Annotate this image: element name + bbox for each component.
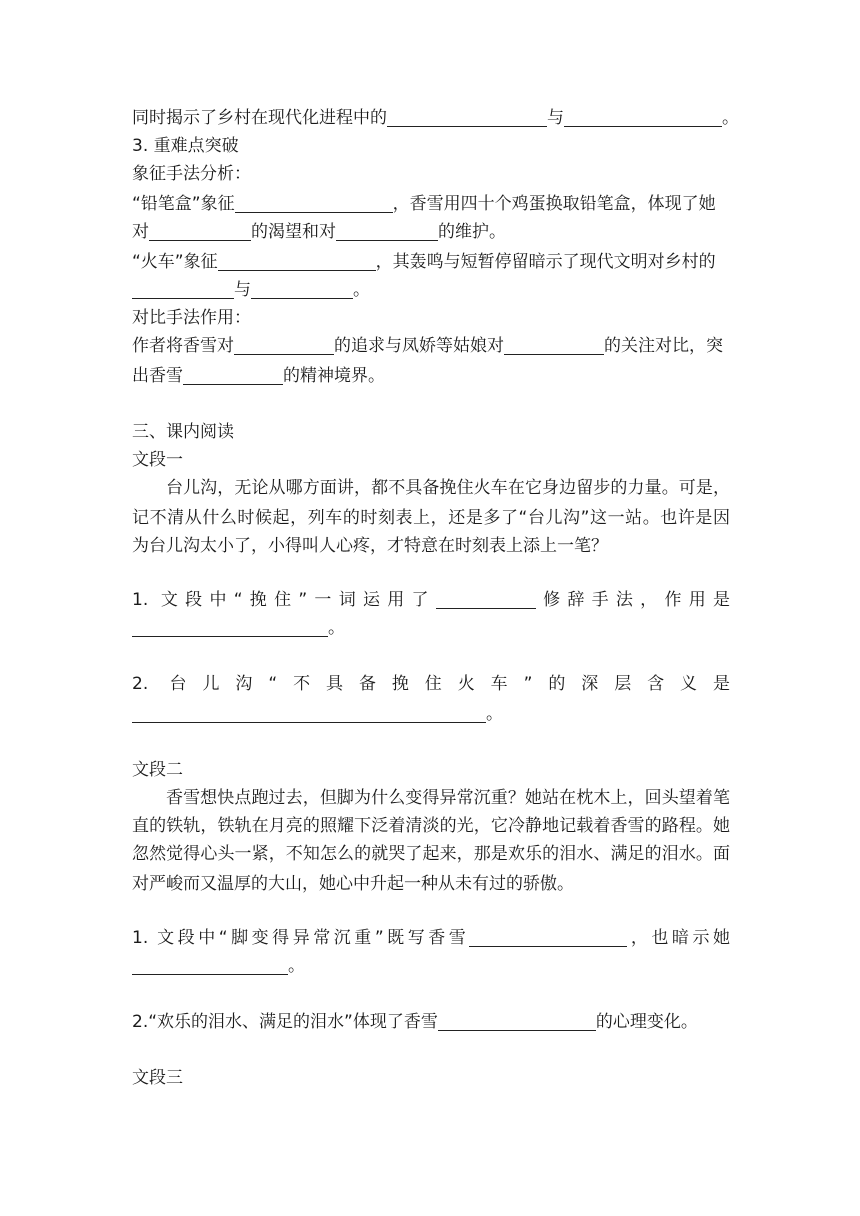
question-2: 2. 台儿沟“不具备挽住火车”的深层含义是	[132, 674, 730, 694]
text-line: 同时揭示了乡村在现代化进程中的 与 。	[132, 108, 739, 128]
text-line: 出香雪 的精神境界。	[132, 366, 385, 386]
fill-blank[interactable]	[251, 279, 353, 299]
fill-blank[interactable]	[387, 107, 547, 127]
text-line: 作者将香雪对 的追求与凤娇等姑娘对 的关注对比，突	[132, 336, 723, 356]
passage-text: 台儿沟，无论从哪方面讲，都不具备挽住火车在它身边留步的力量。可是，	[166, 478, 730, 498]
passage-text: 为台儿沟太小了，小得叫人心疼，才特意在时刻表上添上一笔？	[132, 536, 608, 556]
text-line: “铅笔盒”象征 ，香雪用四十个鸡蛋换取铅笔盒，体现了她	[132, 194, 716, 214]
fill-blank[interactable]	[436, 589, 536, 609]
passage-title: 文段二	[132, 760, 183, 780]
fill-blank[interactable]	[469, 927, 627, 947]
passage-text: 对严峻而又温厚的大山，她心中升起一种从未有过的骄傲。	[132, 874, 574, 894]
fill-blank[interactable]	[235, 193, 393, 213]
passage-title: 文段三	[132, 1068, 183, 1088]
fill-blank[interactable]	[564, 107, 722, 127]
subsection-title: 象征手法分析：	[132, 164, 251, 184]
fill-blank[interactable]	[218, 251, 376, 271]
fill-blank[interactable]	[183, 365, 283, 385]
fill-blank[interactable]	[438, 1011, 596, 1031]
fill-blank[interactable]	[336, 221, 438, 241]
question-1-cont: 。	[132, 616, 730, 640]
passage-text: 记不清从什么时候起，列车的时刻表上，还是多了“台儿沟”这一站。也许是因	[132, 508, 730, 528]
text-line: 对 的渴望和对 的维护。	[132, 222, 506, 242]
question-1: 1. 文段中“挽住”一词运用了 修辞手法，作用是	[132, 590, 730, 610]
fill-blank[interactable]	[132, 279, 234, 299]
passage-text: 忽然觉得心头一紧，不知怎么的就哭了起来，那是欢乐的泪水、满足的泪水。面	[132, 844, 730, 864]
question-1-cont: 。	[132, 954, 730, 978]
section-heading: 3. 重难点突破	[132, 136, 239, 156]
subsection-title: 对比手法作用：	[132, 308, 251, 328]
part-heading: 三、课内阅读	[132, 422, 234, 442]
text-line: 与 。	[132, 278, 730, 302]
passage-text: 直的铁轨，铁轨在月亮的照耀下泛着清淡的光，它冷静地记载着香雪的路程。她	[132, 816, 730, 836]
question-2: 2.“欢乐的泪水、满足的泪水”体现了香雪 的心理变化。	[132, 1012, 698, 1032]
fill-blank[interactable]	[149, 221, 251, 241]
fill-blank[interactable]	[132, 703, 486, 723]
fill-blank[interactable]	[234, 335, 334, 355]
question-2-cont: 。	[132, 702, 730, 726]
question-1: 1. 文段中“脚变得异常沉重”既写香雪 ，也暗示她	[132, 928, 730, 948]
passage-text: 香雪想快点跑过去，但脚为什么变得异常沉重？她站在枕木上，回头望着笔	[166, 788, 730, 808]
passage-title: 文段一	[132, 450, 183, 470]
fill-blank[interactable]	[504, 335, 604, 355]
fill-blank[interactable]	[132, 955, 288, 975]
text-line: “火车”象征 ，其轰鸣与短暂停留暗示了现代文明对乡村的	[132, 252, 716, 272]
fill-blank[interactable]	[132, 617, 328, 637]
